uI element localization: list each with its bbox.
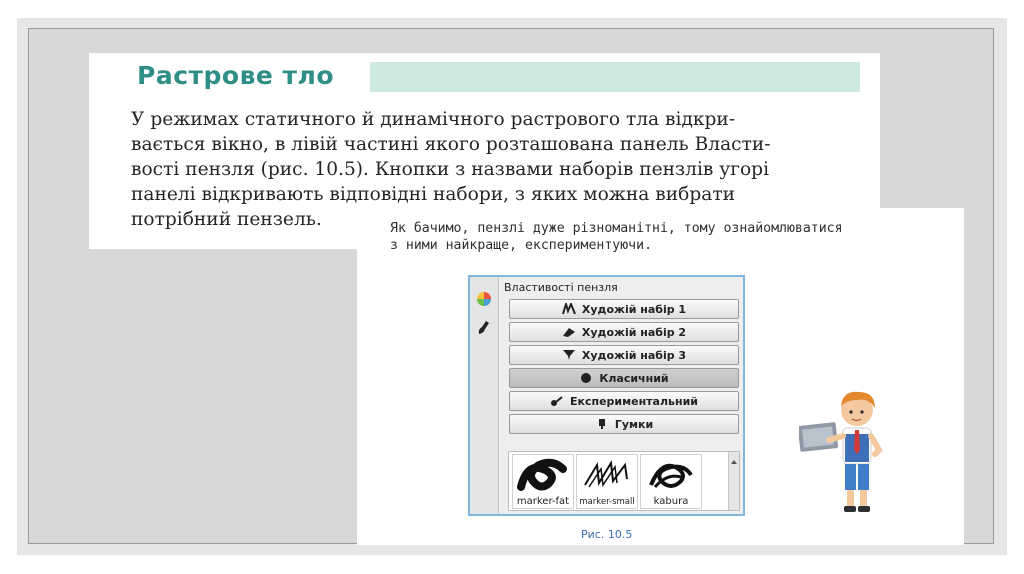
panel-toolbar bbox=[470, 277, 499, 514]
button-label: Класичний bbox=[599, 371, 669, 385]
brush-list-scrollbar[interactable] bbox=[728, 452, 739, 510]
brush-tool-icon[interactable] bbox=[476, 319, 492, 335]
section-title: Растрове тло bbox=[137, 61, 335, 90]
brush-set-3-button[interactable] bbox=[509, 345, 739, 365]
brush-set-2-icon bbox=[562, 326, 576, 338]
brush-label: marker-fat bbox=[516, 496, 570, 507]
panel-title: Властивості пензля bbox=[504, 281, 618, 294]
brush-marker-fat[interactable] bbox=[512, 454, 574, 509]
intro-text bbox=[390, 220, 843, 254]
paragraph-line: потрібний пензель. bbox=[131, 209, 322, 230]
brush-set-2-button[interactable] bbox=[509, 322, 739, 342]
brush-set-1-icon bbox=[562, 303, 576, 315]
paragraph-line: панелі відкривають відповідні набори, з яких можна вибрати bbox=[131, 184, 735, 205]
experimental-brush-icon bbox=[550, 395, 564, 407]
kabura-stroke-icon bbox=[641, 455, 701, 495]
color-wheel-icon[interactable] bbox=[476, 291, 492, 307]
brush-marker-small[interactable] bbox=[576, 454, 638, 509]
paragraph-line: вості пензля (рис. 10.5). Кнопки з назвами наборів пензлів угорі bbox=[131, 159, 770, 180]
erasers-set-button[interactable] bbox=[509, 414, 739, 434]
scroll-up-icon[interactable] bbox=[729, 457, 739, 467]
boy-with-laptop-illustration bbox=[799, 388, 889, 518]
marker-small-stroke-icon bbox=[577, 455, 637, 495]
figure-caption: Рис. 10.5 bbox=[581, 528, 633, 541]
brush-label: marker-small bbox=[579, 497, 635, 507]
title-decor-bar bbox=[370, 62, 860, 92]
button-label: Художій набір 2 bbox=[581, 325, 687, 339]
marker-fat-stroke-icon bbox=[513, 455, 573, 495]
paragraph-line: У режимах статичного й динамічного растрового тла відкри- bbox=[131, 109, 736, 130]
paragraph-line: вається вікно, в лівій частині якого розташована панель Власти- bbox=[131, 134, 771, 155]
brush-set-3-icon bbox=[562, 349, 576, 361]
figure-page bbox=[357, 208, 964, 545]
brush-list bbox=[508, 451, 740, 511]
brush-label: kabura bbox=[653, 496, 689, 507]
button-label: Художій набір 3 bbox=[581, 348, 687, 362]
experimental-set-button[interactable] bbox=[509, 391, 739, 411]
eraser-icon bbox=[595, 418, 609, 430]
button-label: Художій набір 1 bbox=[581, 302, 687, 316]
classic-brush-icon bbox=[579, 372, 593, 384]
classic-set-button[interactable] bbox=[509, 368, 739, 388]
button-label: Експериментальний bbox=[569, 394, 699, 408]
brush-properties-panel bbox=[468, 275, 745, 516]
button-label: Гумки bbox=[614, 417, 654, 431]
intro-line: з ними найкраще, експериментуючи. bbox=[390, 238, 653, 253]
intro-line: Як бачимо, пензлі дуже різноманітні, тому ознайомлюватися bbox=[390, 221, 843, 236]
brush-set-1-button[interactable] bbox=[509, 299, 739, 319]
brush-kabura[interactable] bbox=[640, 454, 702, 509]
